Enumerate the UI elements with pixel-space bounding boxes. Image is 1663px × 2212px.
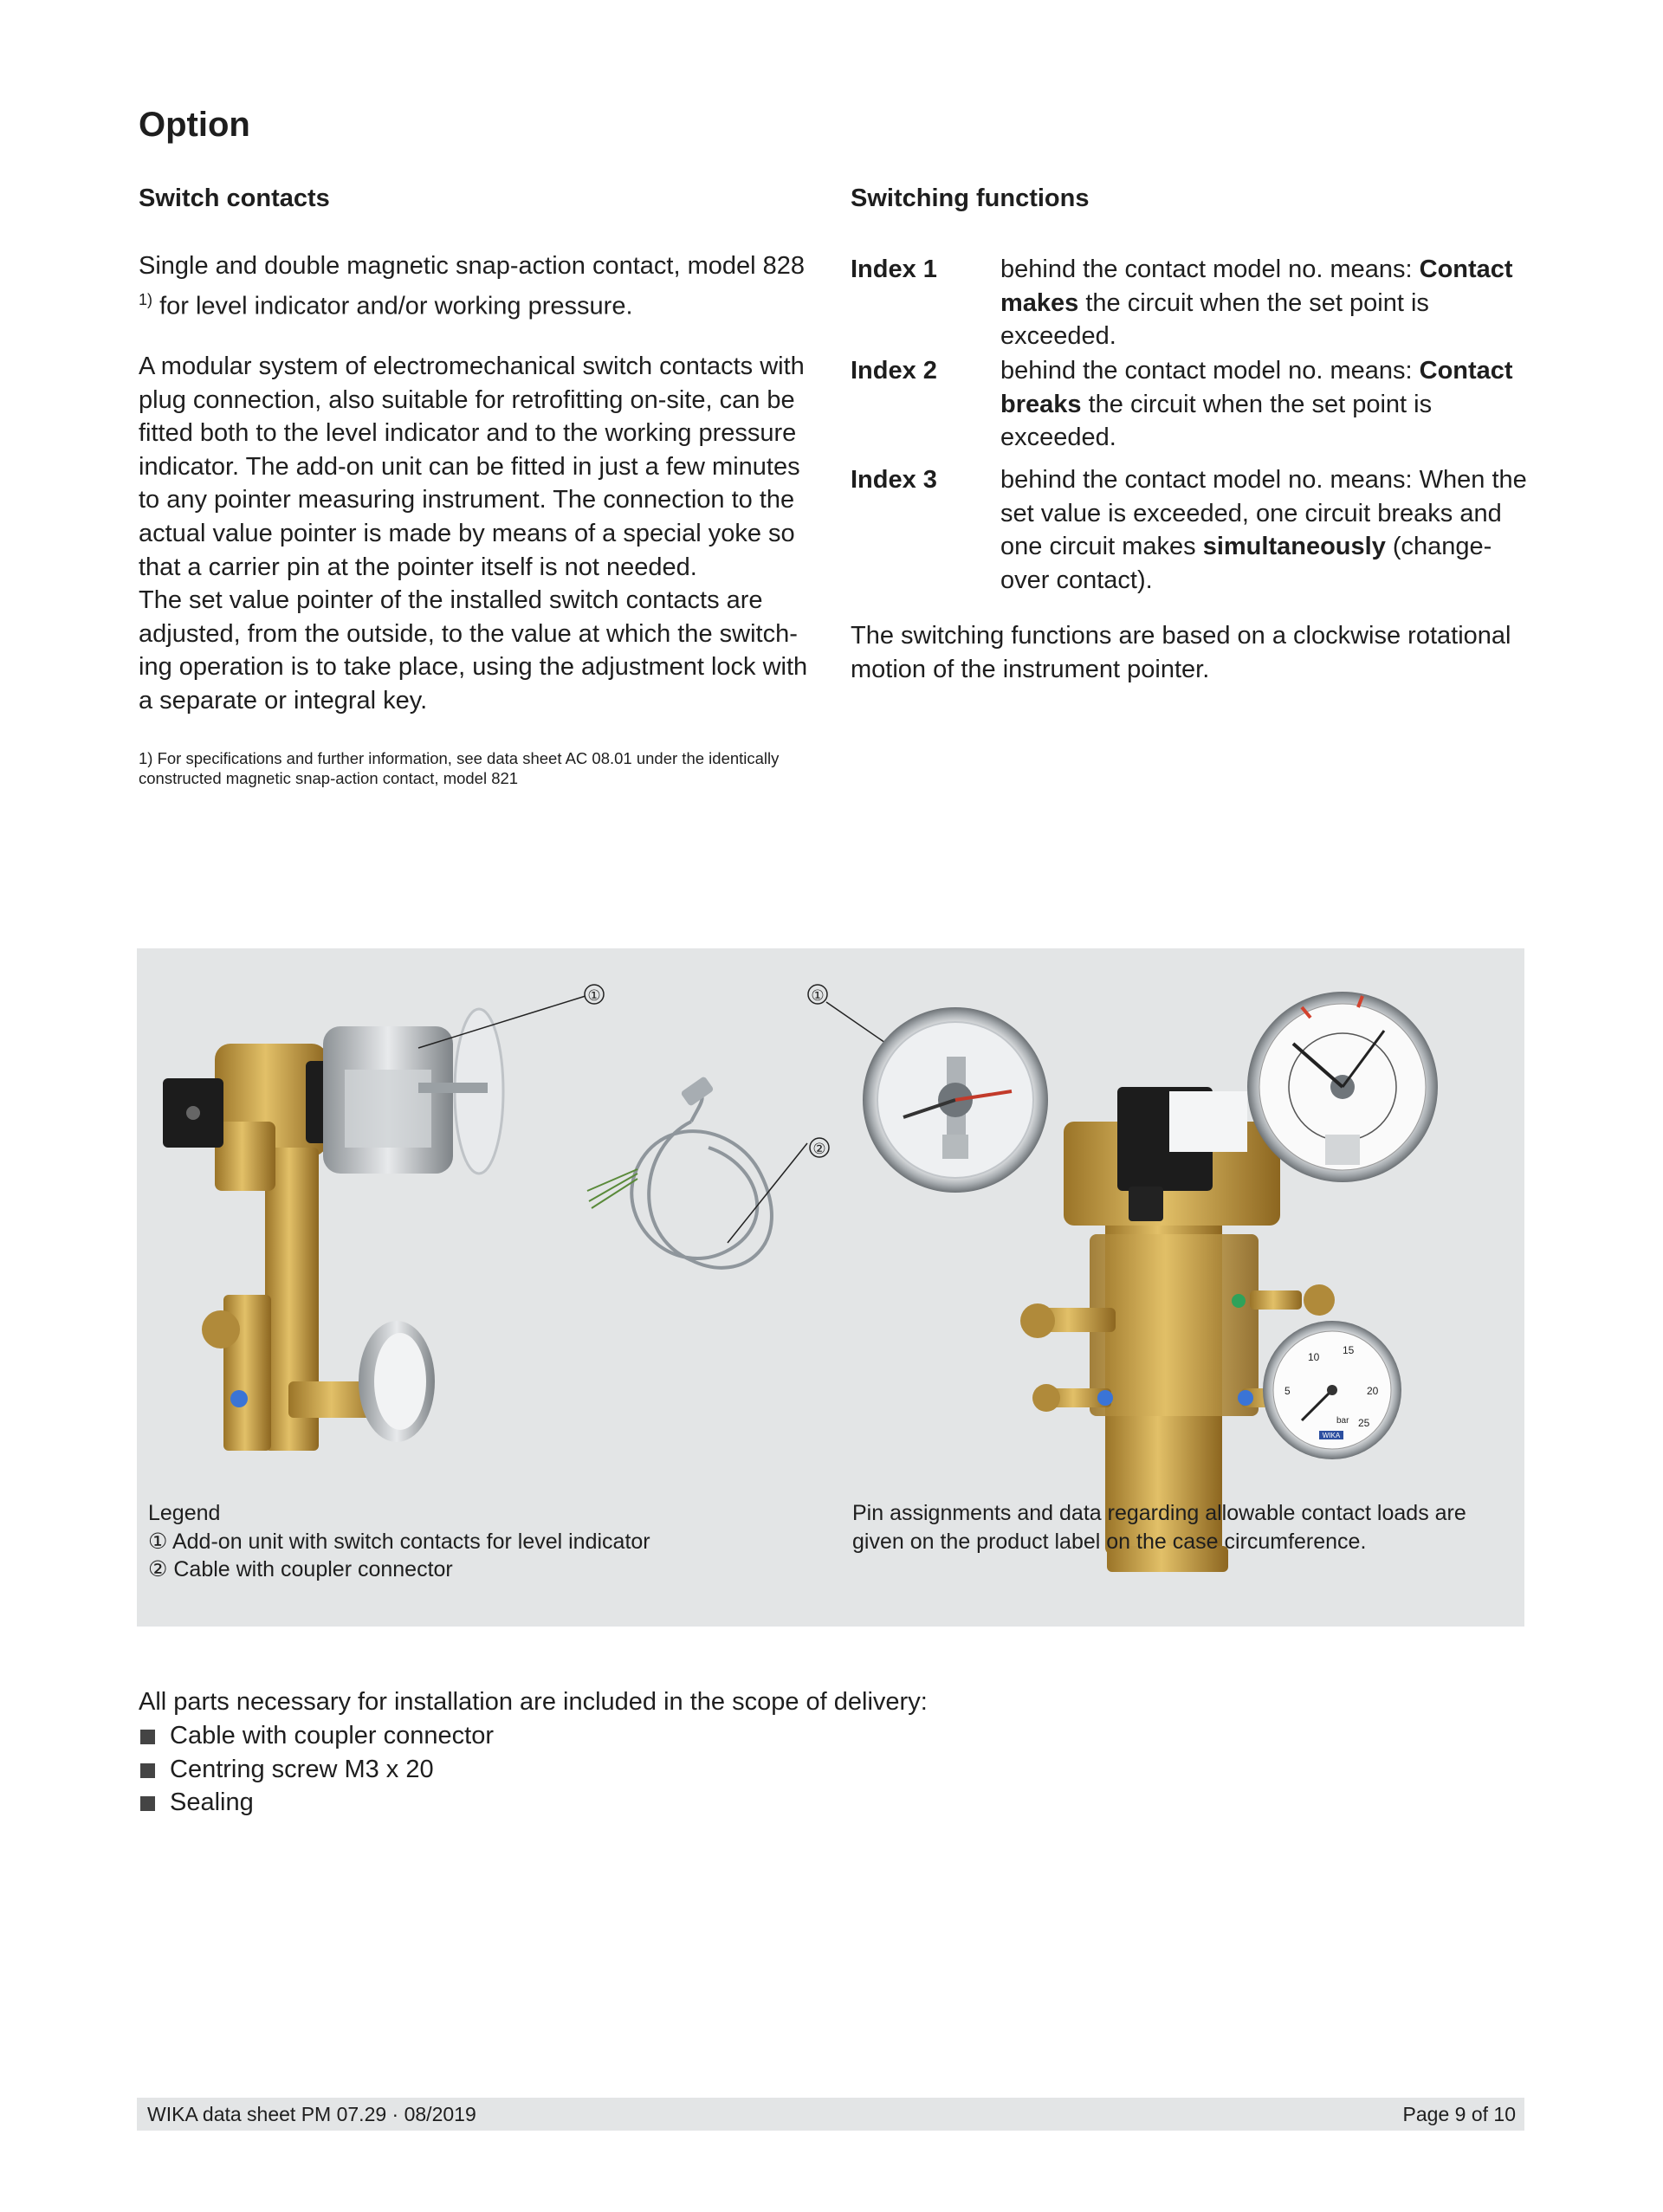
- index-3-post: (change-over contact).: [1000, 533, 1492, 594]
- gauge-scale-25: 25: [1358, 1417, 1370, 1429]
- index-1-pre: behind the contact model no. means:: [1000, 255, 1420, 283]
- index-2-row: [851, 354, 1526, 455]
- delivery-list: [139, 1719, 494, 1820]
- pin-assignment-note: Pin assignments and data regarding allowable contact loads are given on the product label on the case circumference.: [852, 1501, 1466, 1554]
- callout-1-left: ①: [587, 987, 601, 1004]
- coupler-cable: [631, 1091, 772, 1268]
- switch-contacts-intro: [139, 249, 814, 323]
- gauge-brand-logo: WIKA: [1322, 1432, 1341, 1439]
- footnote-text: For specifications and further information, see data sheet AC 08.01 under the identically constructed magnetic snap-action contact, model 821: [139, 749, 780, 787]
- gauge-scale-15: 15: [1343, 1344, 1355, 1356]
- figure-legend: [148, 1499, 772, 1584]
- intro-text-rest: for level indicator and/or working pressure.: [152, 292, 633, 320]
- modular-system-paragraph: A modular system of electromechanical switch contacts with plug connection, also suitable for retrofitting on-site, can be fitted both to the level indicator and to the working pressure indicator. The add-on unit can be fitted in just a few minutes to any pointer measuring instrument. The connection to the actual value pointer is made by means of a special yoke so that a carrier pin at the pointer itself is not needed.: [139, 352, 805, 581]
- legend-item-1: ① Add-on unit with switch contacts for level indicator: [148, 1529, 650, 1554]
- switching-functions-title: Switching functions: [851, 184, 1090, 212]
- differential-gauge-assembly: [1020, 992, 1438, 1572]
- page-footer: [137, 2098, 1524, 2131]
- index-1-label: Index 1: [851, 255, 937, 283]
- index-2-label: Index 2: [851, 357, 937, 385]
- index-1-text: [1000, 253, 1537, 353]
- footnote-ref: 1): [139, 290, 153, 308]
- footnote-mark: 1): [139, 749, 153, 767]
- gauge-scale-10: 10: [1308, 1351, 1320, 1363]
- footer-datasheet: WIKA data sheet PM 07.29 · 08/2019: [147, 2103, 476, 2125]
- index-2-bold: Contact breaks: [1000, 357, 1513, 418]
- gauge-scale-20: 20: [1367, 1385, 1379, 1397]
- index-1-bold: Contact makes: [1000, 255, 1513, 317]
- index-3-pre: behind the contact model no. means: When the set value is exceeded, one circuit breaks and one circuit makes: [1000, 466, 1527, 561]
- level-indicator-assembly: [163, 1009, 503, 1451]
- callout-2: ②: [812, 1141, 826, 1157]
- delivery-item: Sealing: [139, 1786, 494, 1820]
- index-1-row: [851, 253, 1526, 353]
- page-heading: Option: [139, 106, 250, 144]
- legend-title: Legend: [148, 1501, 221, 1525]
- set-value-paragraph: The set value pointer of the installed switch contacts are adjusted, from the outside, to the value at which the switch-ing operation is to take place, using the adjustment lock with a separate or integral key.: [139, 586, 808, 715]
- intro-text: Single and double magnetic snap-action contact, model 828: [139, 252, 806, 280]
- index-3-text: [1000, 463, 1537, 597]
- gauge-scale-5: 5: [1284, 1385, 1291, 1397]
- delivery-intro: All parts necessary for installation are included in the scope of delivery:: [139, 1688, 928, 1716]
- index-2-post: the circuit when the set point is exceeded.: [1000, 390, 1433, 452]
- callout-1-leader-left: [418, 996, 586, 1048]
- callout-2-leader: [728, 1143, 807, 1243]
- legend-item-2: ② Cable with coupler connector: [148, 1557, 453, 1581]
- switch-contact-gauge: [863, 1007, 1048, 1193]
- index-2-text: [1000, 354, 1537, 455]
- delivery-item: Centring screw M3 x 20: [139, 1753, 494, 1787]
- delivery-item: Cable with coupler connector: [139, 1719, 494, 1753]
- figure-panel: [137, 948, 1524, 1627]
- gauge-unit: bar: [1336, 1416, 1349, 1426]
- index-3-bold: simultaneously: [1202, 533, 1386, 561]
- footnote: [139, 748, 814, 788]
- index-2-pre: behind the contact model no. means:: [1000, 357, 1420, 385]
- index-3-row: [851, 463, 1526, 598]
- callout-1-right: ①: [811, 987, 825, 1004]
- switching-note: The switching functions are based on a clockwise rotational motion of the instrument pointer.: [851, 622, 1511, 683]
- switch-contacts-title: Switch contacts: [139, 184, 330, 212]
- index-3-label: Index 3: [851, 466, 937, 494]
- footer-page-number: Page 9 of 10: [1402, 2103, 1516, 2125]
- index-1-post: the circuit when the set point is exceeded.: [1000, 288, 1429, 351]
